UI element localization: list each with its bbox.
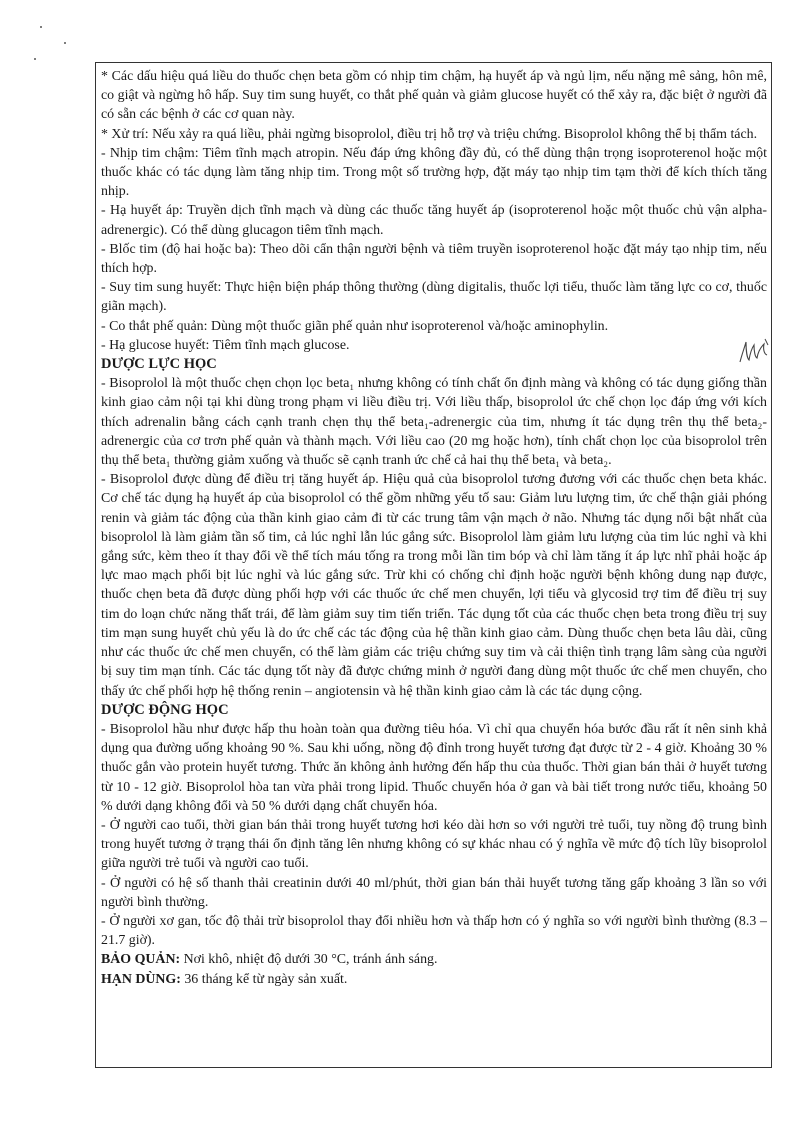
pharmacokinetics-section <box>101 701 767 951</box>
hypoglycemia-paragraph: - Hạ glucose huyết: Tiêm tĩnh mạch glucose. <box>101 337 350 353</box>
scan-speck <box>64 42 66 44</box>
scan-speck <box>34 58 36 60</box>
overdose-management-paragraph: * Xử trí: Nếu xảy ra quá liều, phải ngừng bisoprolol, điều trị hỗ trợ và triệu chứng. Bisoprolol không thể bị thẩm tách. <box>101 126 758 142</box>
pharmacokinetics-renal-paragraph: - Ở người có hệ số thanh thải creatinin dưới 40 ml/phút, thời gian bán thải huyết tương tăng gấp khoảng 3 lần so với người bình thường. <box>101 875 767 910</box>
pharmacokinetics-paragraph-1: - Bisoprolol hầu như được hấp thu hoàn toàn qua đường tiêu hóa. Vì chỉ qua chuyển hóa bước đầu rất ít nên sinh khả dụng qua đường uống khoảng 90 %. Sau khi uống, nồng độ đỉnh trong huyết tương đạt được từ 2 - 4 giờ. Khoảng 30 % thuốc gắn vào protein huyết tương. Thức ăn không ảnh hưởng đến hấp thu của thuốc. Thời gian bán thải ở huyết tương từ 10 - 12 giờ. Bisoprolol hòa tan vừa phải trong lipid. Thuốc chuyển hóa ở gan và bài tiết trong nước tiểu, khoảng 50 % dưới dạng không đổi và 50 % dưới dạng chất chuyển hóa. <box>101 721 767 814</box>
shelf-life-label: HẠN DÙNG: <box>101 971 181 987</box>
document-frame <box>95 62 772 1068</box>
hypotension-paragraph: - Hạ huyết áp: Truyền dịch tĩnh mạch và dùng các thuốc tăng huyết áp (isoproterenol hoặc một thuốc chủ vận alpha-adrenergic). Có thể dùng glucagon tiêm tĩnh mạch. <box>101 203 767 238</box>
pharmacodynamics-section <box>101 355 767 701</box>
bronchospasm-paragraph: - Co thắt phế quản: Dùng một thuốc giãn phế quản như isoproterenol và/hoặc aminophylin. <box>101 318 609 334</box>
pharmacokinetics-heading: DƯỢC ĐỘNG HỌC <box>101 701 229 718</box>
pharmacokinetics-hepatic-paragraph: - Ở người xơ gan, tốc độ thải trừ bisoprolol thay đổi nhiều hơn và thấp hơn có ý nghĩa so với người bình thường (8.3 – 21.7 giờ). <box>101 913 767 949</box>
storage-text: Nơi khô, nhiệt độ dưới 30 °C, tránh ánh sáng. <box>180 952 438 968</box>
scan-speck <box>40 26 42 28</box>
heart-failure-paragraph: - Suy tim sung huyết: Thực hiện biện pháp thông thường (dùng digitalis, thuốc lợi tiểu, thuốc làm tăng lực co cơ, thuốc giãn mạch). <box>101 280 767 315</box>
storage-line <box>101 950 767 969</box>
pharmacokinetics-elderly-paragraph: - Ở người cao tuổi, thời gian bán thải trong huyết tương hơi kéo dài hơn so với người trẻ tuổi, tuy nồng độ trung bình trong huyết tương ở trạng thái ổn định tăng lên nhưng không có sự khác nhau có ý nghĩa về mức độ tích lũy bisoprolol giữa người trẻ tuổi và người cao tuổi. <box>101 817 767 872</box>
overdose-signs-paragraph: * Các dấu hiệu quá liều do thuốc chẹn beta gồm có nhịp tim chậm, hạ huyết áp và ngủ lịm, nếu nặng mê sảng, hôn mê, co giật và ngừng hô hấp. Suy tim sung huyết, co thắt phế quản và giảm glucose huyết có thể xảy ra, đặc biệt ở người đã có sẵn các bệnh ở các cơ quan này. <box>101 69 767 123</box>
storage-label: BẢO QUẢN: <box>101 952 181 968</box>
heart-block-paragraph: - Blốc tim (độ hai hoặc ba): Theo dõi cẩn thận người bệnh và tiêm truyền isoproterenol hoặc đặt máy tạo nhịp tim, nếu thích hợp. <box>101 241 767 277</box>
pharmacodynamics-paragraph-2: - Bisoprolol được dùng để điều trị tăng huyết áp. Hiệu quả của bisoprolol tương đương với các thuốc chẹn beta khác. Cơ chế tác dụng hạ huyết áp của bisoprolol có thể gồm những yếu tố sau: Giảm lưu lượng tim, ức chế thận giải phóng renin và giảm tác động của thần kinh giao cảm đi từ các trung tâm vận mạch ở não. Nhưng tác dụng nổi bật nhất của bisoprolol là làm giảm tần số tim, cả lúc nghỉ lẫn lúc gắng sức. Bisoprolol làm giảm lưu lượng của tim lúc nghỉ và khi gắng sức, kèm theo ít thay đổi về thể tích máu tống ra trong mỗi lần tim bóp và chỉ làm tăng ít áp lực nhĩ phải hoặc áp lực mao mạch phổi bịt lúc nghỉ và lúc gắng sức. Trừ khi có chống chỉ định hoặc người bệnh không dung nạp được, thuốc chẹn beta đã được dùng phối hợp với các thuốc ức chế men chuyển, lợi tiểu và glycosid trợ tim để điều trị suy tim do loạn chức năng thất trái, để làm giảm suy tim tiến triển. Tác dụng tốt của các thuốc chẹn beta trong điều trị suy tim mạn sung huyết chủ yếu là do ức chế các tác động của hệ thần kinh giao cảm. Dùng thuốc chẹn beta lâu dài, cũng như các thuốc ức chế men chuyển, có thể làm giảm các triệu chứng suy tim và cải thiện tình trạng lâm sàng của người bị suy tim mạn tính. Các tác dụng tốt này đã được chứng minh ở người đang dùng một thuốc ức chế men chuyển, cho thấy ức chế phối hợp hệ thống renin – angiotensin và hệ thần kinh giao cảm là các tác dụng cộng. <box>101 472 767 699</box>
shelf-life-text: 36 tháng kể từ ngày sản xuất. <box>180 971 348 987</box>
pharmacodynamics-paragraph-1: - Bisoprolol là một thuốc chẹn chọn lọc beta₁ nhưng không có tính chất ổn định màng và không có tác dụng giống thần kinh giao cảm nội tại khi dùng trong phạm vi liều điều trị. Với liều thấp, bisoprolol ức chế chọn lọc đáp ứng với kích thích adrenalin bằng cách cạnh tranh chẹn thụ thể beta₁-adrenergic của tim, nhưng ít tác dụng trên thụ thể beta₂-adrenergic của cơ trơn phế quản và thành mạch. Với liều cao (20 mg hoặc hơn), tính chất chọn lọc của bisoprolol trên thụ thể beta₁ thường giảm xuống và thuốc sẽ cạnh tranh ức chế cả hai thụ thể beta₁ và beta₂. <box>101 376 767 469</box>
bradycardia-paragraph: - Nhịp tim chậm: Tiêm tĩnh mạch atropin. Nếu đáp ứng không đầy đủ, có thể dùng thận trọng isoproterenol hoặc một thuốc khác có tác dụng làm tăng nhịp tim. Trong một số trường hợp, đặt máy tạo nhịp tim tạm thời để kích thích tăng nhịp. <box>101 145 767 200</box>
overdose-section <box>101 67 767 355</box>
shelf-life-line <box>101 970 767 989</box>
handwritten-initials <box>737 336 771 366</box>
pharmacodynamics-heading: DƯỢC LỰC HỌC <box>101 356 217 373</box>
